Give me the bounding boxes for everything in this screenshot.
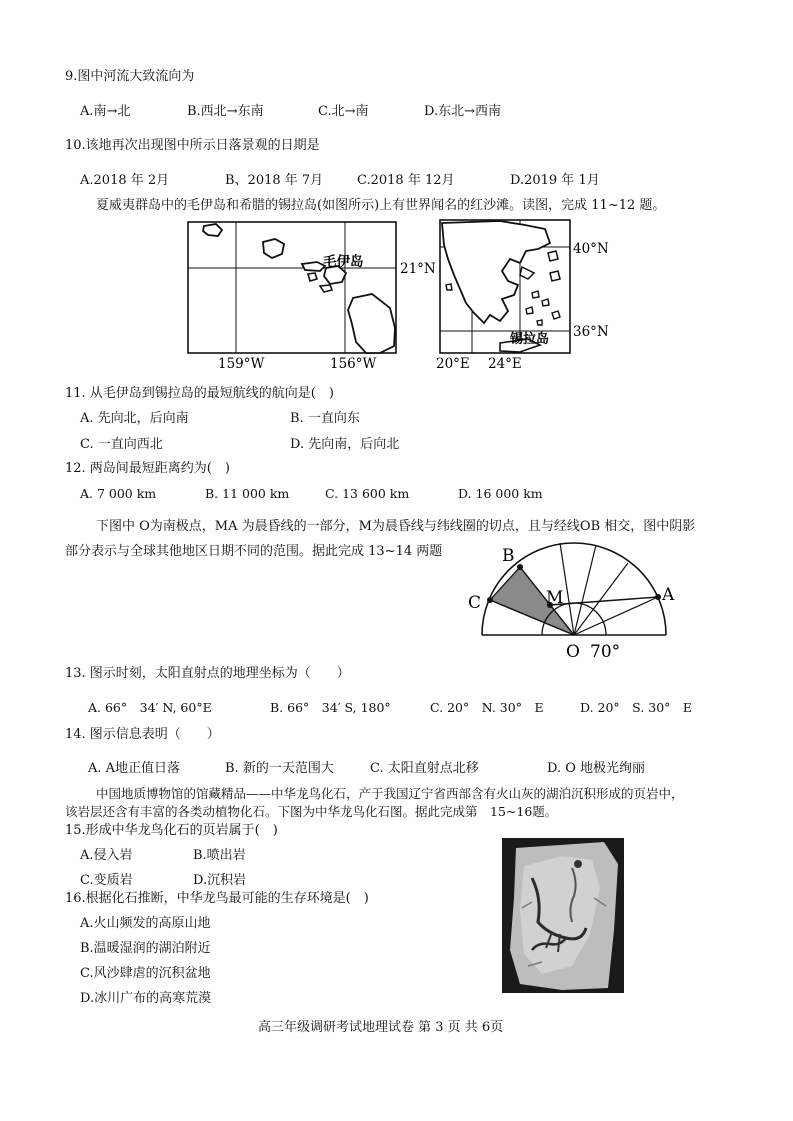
oahu-island [263, 239, 284, 258]
q12-option-c: C. 13 600 km [325, 486, 410, 501]
point-c [487, 597, 493, 603]
lon-20e-label: 20°E [436, 356, 470, 372]
lanai-island [308, 273, 317, 281]
lon-156w-label: 156°W [330, 356, 377, 372]
intro-13-14-line1: 下图中 O为南极点，MA 为晨昏线的一部分，M为晨昏线与纬线圈的切点，且与经线OB 相交，图中阴影 [96, 519, 696, 534]
label-a: A [662, 585, 675, 605]
q9-option-b: B.西北→东南 [187, 104, 264, 119]
q10-option-d: D.2019 年 1月 [510, 173, 600, 188]
lon-159w-label: 159°W [218, 356, 265, 372]
q14-option-d: D. O 地极光绚丽 [547, 761, 646, 776]
lat-21n-label: 21°N [400, 261, 436, 277]
greece-map [430, 215, 620, 375]
q16-option-a: A.火山频发的高原山地 [80, 916, 211, 931]
q14-option-c: C. 太阳直射点北移 [370, 761, 479, 776]
sinosauropteryx-fossil-photo [502, 838, 624, 993]
q16-stem: 16.根据化石推断，中华龙鸟最可能的生存环境是( ) [65, 891, 369, 906]
q12-option-b: B. 11 000 km [205, 486, 290, 501]
hawaii-map [180, 218, 436, 373]
lon-24e-label: 24°E [488, 356, 522, 372]
aegean-island-3 [532, 291, 539, 298]
maui-label: 毛伊岛 [323, 254, 364, 270]
q15-stem: 15.形成中华龙鸟化石的页岩属于( ) [65, 823, 278, 838]
q15-option-b: B.喷出岩 [193, 848, 246, 863]
q15-option-a: A.侵入岩 [80, 848, 133, 863]
q16-option-b: B.温暖湿润的湖泊附近 [80, 941, 211, 956]
meridian-3 [574, 545, 596, 635]
lat-36n-label: 36°N [573, 324, 609, 340]
q14-option-b: B. 新的一天范围大 [225, 761, 334, 776]
q12-option-d: D. 16 000 km [458, 486, 543, 501]
intro-15-16-line2: 该岩层还含有丰富的各类动植物化石。下图为中华龙鸟化石图。据此完成第 15~16题。 [65, 804, 558, 819]
fossil-skull [574, 860, 582, 868]
q16-option-c: C.风沙肆虐的沉积盆地 [80, 966, 211, 981]
q13-option-d: D. 20° S. 30° E [580, 700, 693, 715]
q12-stem: 12. 两岛间最短距离约为( ) [65, 461, 230, 476]
q10-option-b: B、2018 年 7月 [225, 173, 324, 188]
intro-15-16-line1: 中国地质博物馆的馆藏精品——中华龙鸟化石，产于我国辽宁省西部含有火山灰的湖泊沉积形成的页岩中， [96, 786, 684, 801]
label-c: C [468, 593, 482, 613]
label-70-degrees: 70° [590, 642, 621, 662]
q11-stem: 11. 从毛伊岛到锡拉岛的最短航线的航向是( ) [65, 386, 334, 401]
q9-option-c: C.北→南 [318, 104, 369, 119]
q11-option-c: C. 一直向西北 [80, 437, 163, 452]
q14-stem: 14. 图示信息表明（ ） [65, 727, 220, 742]
label-m: M [546, 588, 564, 608]
label-b: B [502, 546, 515, 566]
q10-option-c: C.2018 年 12月 [357, 173, 455, 188]
aegean-island-5 [526, 307, 533, 314]
q13-option-c: C. 20° N. 30° E [430, 700, 544, 715]
q10-stem: 10.该地再次出现图中所示日落景观的日期是 [65, 138, 320, 153]
molokai-island [302, 262, 325, 271]
aegean-island-4 [542, 299, 549, 306]
point-a [655, 594, 661, 600]
label-o: O [566, 642, 580, 662]
aegean-island-1 [548, 251, 558, 261]
q9-stem: 9.图中河流大致流向为 [65, 69, 195, 84]
q11-option-b: B. 一直向东 [290, 411, 360, 426]
q10-option-a: A.2018 年 2月 [80, 173, 170, 188]
q13-option-a: A. 66° 34′ N, 60°E [88, 700, 212, 715]
thera-label: 锡拉岛 [510, 332, 550, 347]
point-b [517, 564, 523, 570]
polar-diagram [462, 545, 692, 665]
q13-option-b: B. 66° 34′ S, 180° [270, 700, 391, 715]
lat-40n-label: 40°N [573, 241, 609, 257]
q12-option-a: A. 7 000 km [80, 486, 157, 501]
ionian-island [446, 284, 452, 290]
q15-option-d: D.沉积岩 [193, 873, 247, 888]
q13-stem: 13. 图示时刻，太阳直射点的地理坐标为（ ） [65, 666, 350, 681]
intro-13-14-line2: 部分表示与全球其他地区日期不同的范围。据此完成 13~14 两题 [65, 544, 443, 559]
q11-option-a: A. 先向北，后向南 [80, 411, 189, 426]
page-footer: 高三年级调研考试地理试卷 第 3 页 共 6页 [258, 1020, 504, 1035]
q9-option-a: A.南→北 [80, 104, 131, 119]
meridian-4 [574, 563, 628, 635]
q9-option-d: D.东北→西南 [424, 104, 501, 119]
q11-option-d: D. 先向南，后向北 [290, 437, 400, 452]
q16-option-d: D.冰川广布的高寒荒漠 [80, 991, 212, 1006]
intro-11-12: 夏威夷群岛中的毛伊岛和希腊的锡拉岛(如图所示)上有世界闻名的红沙滩。读图，完成 11~12 题。 [96, 198, 666, 213]
santorini-island [537, 320, 542, 325]
aegean-island-6 [552, 311, 560, 319]
aegean-island-2 [550, 271, 560, 281]
q14-option-a: A. A地正值日落 [88, 761, 181, 776]
q15-option-c: C.变质岩 [80, 873, 133, 888]
